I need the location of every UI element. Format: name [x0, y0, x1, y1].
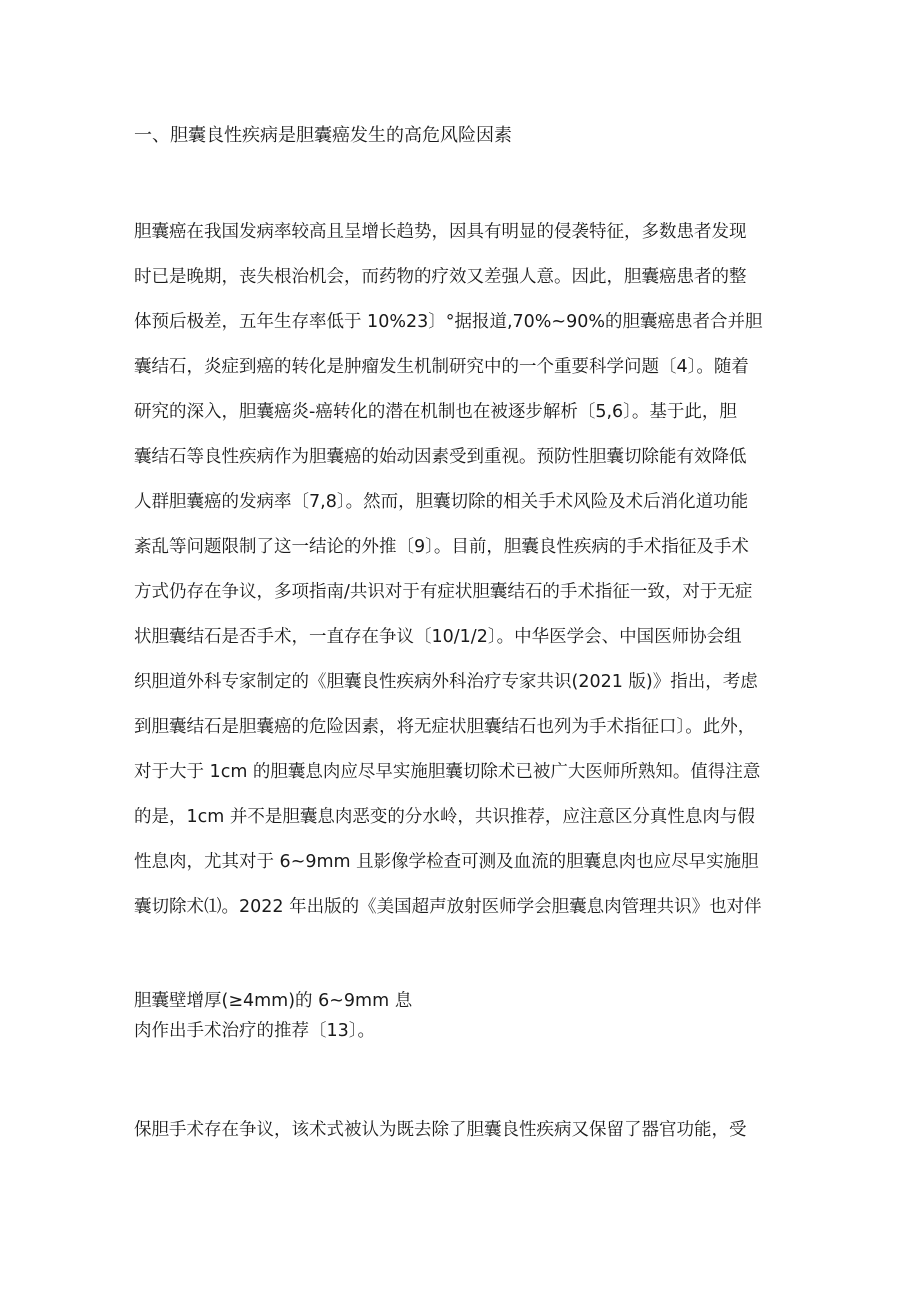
paragraph-line: 胆囊癌在我国发病率较高且呈增长趋势，因具有明显的侵袭特征，多数患者发现: [134, 222, 747, 242]
paragraph-line: 的是，1cm 并不是胆囊息肉恶变的分水岭，共识推荐，应注意区分真性息肉与假: [134, 807, 755, 827]
paragraph-line: 到胆囊结石是胆囊癌的危险因素，将无症状胆囊结石也列为手术指征口〕。此外，: [134, 717, 756, 737]
paragraph-line: 织胆道外科专家制定的《胆囊良性疾病外科治疗专家共识(2021 版)》指出，考虑: [134, 672, 758, 692]
paragraph-line: 人群胆囊癌的发病率〔7,8〕。然而，胆囊切除的相关手术风险及术后消化道功能: [134, 492, 749, 512]
paragraph-line: 性息肉，尤其对于 6~9mm 且影像学检查可测及血流的胆囊息肉也应尽早实施胆: [134, 852, 759, 872]
paragraph-2: [134, 1108, 794, 1153]
paragraph-line: 囊切除术⑴。2022 年出版的《美国超声放射医师学会胆囊息肉管理共识》也对伴: [134, 897, 762, 917]
paragraph-line: 时已是晚期，丧失根治机会，而药物的疗效又差强人意。因此，胆囊癌患者的整: [134, 267, 747, 287]
section-heading: 一、胆囊良性疾病是胆囊癌发生的高危风险因素: [134, 125, 512, 146]
paragraph-line: 研究的深入，胆囊癌炎-癌转化的潜在机制也在被逐步解析〔5,6〕。基于此，胆: [134, 402, 737, 422]
paragraph-line: 方式仍存在争议，多项指南/共识对于有症状胆囊结石的手术指征一致，对于无症: [134, 582, 753, 602]
paragraph-1-tail: [134, 986, 412, 1046]
paragraph-line: 囊结石，炎症到癌的转化是肿瘤发生机制研究中的一个重要科学问题〔4〕。随着: [134, 357, 749, 377]
paragraph-line: 状胆囊结石是否手术，一直存在争议〔10/1/2〕。中华医学会、中国医师协会组: [134, 627, 742, 647]
paragraph-line: 囊结石等良性疾病作为胆囊癌的始动因素受到重视。预防性胆囊切除能有效降低: [134, 447, 747, 467]
paragraph-line: 肉作出手术治疗的推荐〔13〕。: [134, 1021, 376, 1041]
paragraph-line: 保胆手术存在争议，该术式被认为既去除了胆囊良性疾病又保留了器官功能，受: [134, 1120, 747, 1140]
paragraph-line: 对于大于 1cm 的胆囊息肉应尽早实施胆囊切除术已被广大医师所熟知。值得注意: [134, 762, 761, 782]
paragraph-line: 紊乱等问题限制了这一结论的外推〔9〕。目前，胆囊良性疾病的手术指征及手术: [134, 537, 749, 557]
paragraph-line: 胆囊壁增厚(≥4mm)的 6~9mm 息: [134, 991, 413, 1011]
paragraph-1: [134, 210, 794, 930]
paragraph-line: 体预后极差，五年生存率低于 10%23〕°据报道,70%~90%的胆囊癌患者合并胆: [134, 312, 763, 332]
